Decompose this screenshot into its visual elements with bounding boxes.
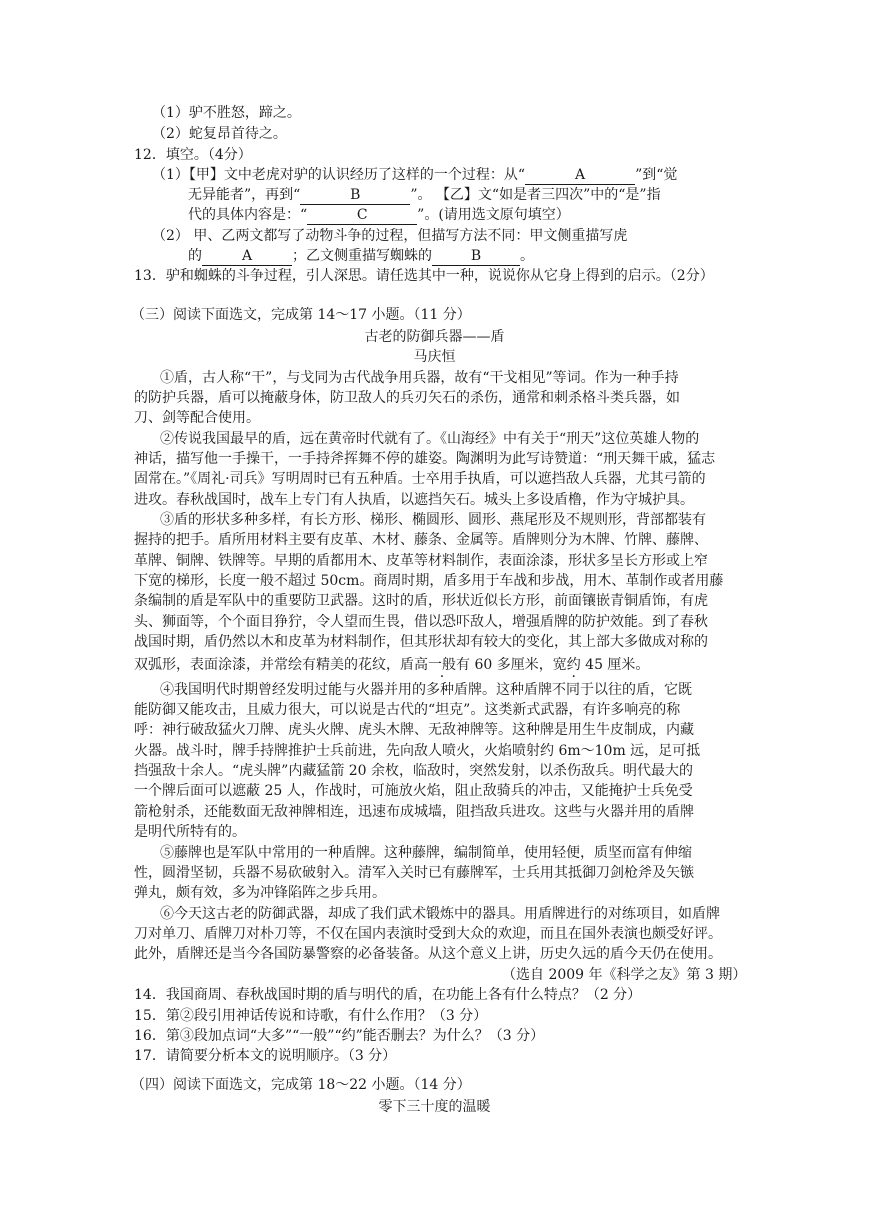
- q12-text: 的: [188, 248, 202, 264]
- question-12-part-1-line-1: [152, 165, 677, 185]
- section-4-title: 零下三十度的温暖: [378, 1099, 491, 1115]
- blank-b: B: [300, 186, 410, 205]
- question-12-title: 12．填空。（4分）: [134, 147, 252, 163]
- paragraph-4-line: 是明代所特有的。: [134, 824, 246, 840]
- blank-a: A: [525, 166, 635, 185]
- paragraph-3-line: 革牌、铜牌、铁牌等。早期的盾都用木、皮革等材料制作，表面涂漆，形状多呈长方形或上窄: [134, 553, 708, 569]
- paragraph-5-line: 性，圆滑坚韧，兵器不易砍破射入。清军入关时已有藤牌军，士兵用其抵御刀剑枪斧及矢镞: [134, 865, 694, 881]
- q12-text: 。: [520, 248, 534, 264]
- paragraph-1-line: ①盾，古人称“干”，与戈同为古代战争用兵器，故有“干戈相见”等词。作为一种手持: [160, 370, 679, 386]
- dotted-word: 一般: [428, 657, 456, 673]
- blank-b: B: [432, 247, 520, 266]
- q12-text: （1）【甲】文中老虎对驴的认识经历了这样的一个过程：从“: [152, 167, 526, 183]
- article-author: 马庆恒: [413, 349, 456, 365]
- paragraph-5-line: ⑤藤牌也是军队中常用的一种盾牌。这种藤牌，编制简单，使用轻便，质坚而富有伸缩: [160, 845, 692, 861]
- question-15: 15．第②段引用神话传说和诗歌，有什么作用？（3 分）: [134, 1008, 488, 1024]
- p3-text: 有 60 多厘米，宽: [456, 657, 567, 673]
- blank-c: C: [307, 206, 417, 225]
- paragraph-2-line: ②传说我国最早的盾，远在黄帝时代就有了。《山海经》中有关于“刑天”这位英雄人物的: [160, 431, 700, 447]
- p3-text: 45 厘米。: [580, 657, 650, 673]
- paragraph-4-line: ④我国明代时期曾经发明过能与火器并用的多种盾牌。这种盾牌不同于以往的盾，它既: [160, 682, 692, 698]
- q12-text: 代的具体内容是：“: [188, 207, 308, 223]
- paragraph-3-line: ③盾的形状多种多样，有长方形、梯形、椭圆形、圆形、燕尾形及不规则形，背部都装有: [160, 512, 706, 528]
- question-12-part-2-line-1: （2） 甲、乙两文都写了动物斗争的过程，但描写方法不同：甲文侧重描写虎: [152, 228, 628, 244]
- q12-text: ”。(请用选文原句填空）: [417, 207, 570, 223]
- q12-text: ”。 【乙】文“如是者三四次”中的“是”指: [410, 187, 661, 203]
- paragraph-3-line: 下宽的梯形，长度一般不超过 50cm。商周时期，盾多用于车战和步战，用木、革制作或者用藤: [134, 573, 724, 589]
- paragraph-6-line: ⑥今天这古老的防御武器，却成了我们武术锻炼中的器具。用盾牌进行的对练项目，如盾牌: [160, 906, 720, 922]
- question-12-part-1-line-3: [188, 205, 570, 225]
- paragraph-4-line: 挡强敌十余人。“虎头牌”内藏猛箭 20 余枚，临敌时，突然发射，以杀伤敌兵。明代最大的: [134, 763, 694, 779]
- paragraph-3-line: 战国时期，盾仍然以木和皮革为材料制作，但其形状却有较大的变化，其上部大多做成对称的: [134, 634, 708, 650]
- question-14: 14．我国商周、春秋战国时期的盾与明代的盾，在功能上各有什么特点？（2 分）: [134, 987, 642, 1003]
- q12-text: ；乙文侧重描写蜘蛛的: [292, 248, 432, 264]
- paragraph-5-line: 弹丸，颇有效，多为冲锋陷阵之步兵用。: [134, 885, 386, 901]
- paragraph-3-line: 握持的把手。盾所用材料主要有皮革、木材、藤条、金属等。盾牌则分为木牌、竹牌、藤牌、: [134, 532, 708, 548]
- section-3-header: （三）阅读下面选文，完成第 14～17 小题。（11 分）: [131, 307, 471, 323]
- paragraph-3-line: [134, 655, 649, 675]
- paragraph-4-line: 火器。战斗时，牌手持牌推护士兵前进，先向敌人喷火，火焰喷射约 6m～10m 远，足可抵: [134, 743, 701, 759]
- paragraph-2-line: 神话，描写他一手操干，一手持斧挥舞不停的雄姿。陶渊明为此写诗赞道：“刑天舞干戚，猛志: [134, 451, 716, 467]
- p3-text: 双弧形，表面涂漆，并常绘有精美的花纹，盾高: [134, 657, 428, 673]
- paragraph-6-line: 刀对单刀、盾牌刀对朴刀等，不仅在国内表演时受到大众的欢迎，而且在国外表演也颇受好评。: [134, 926, 722, 942]
- question-11-item-2: （2）蛇复昂首待之。: [152, 126, 287, 142]
- paragraph-4-line: 呼：神行破敌猛火刀牌、虎头火牌、虎头木牌、无敌神牌等。这种牌是用生牛皮制成，内藏: [134, 722, 694, 738]
- q12-text: 无异能者”，再到“: [188, 187, 301, 203]
- paragraph-6-line: 此外，盾牌还是当今各国防暴警察的必备装备。从这个意义上讲，历史久远的盾今天仍在使用。: [134, 946, 722, 962]
- question-11-item-1: （1）驴不胜怒，蹄之。: [152, 105, 301, 121]
- article-source: （选自 2009 年《科学之友》第 3 期）: [502, 967, 747, 983]
- section-4-header: （四）阅读下面选文，完成第 18～22 小题。（14 分）: [131, 1077, 471, 1093]
- article-title: 古老的防御兵器——盾: [364, 329, 505, 345]
- question-12-part-2-line-2: [188, 246, 534, 266]
- question-17: 17．请简要分析本文的说明顺序。（3 分）: [134, 1048, 397, 1064]
- paragraph-4-line: 一个牌后面可以遮蔽 25 人，作战时，可施放火焰，阻止敌骑兵的冲击，又能掩护士兵免受: [134, 783, 693, 799]
- paragraph-2-line: 固常在。”《周礼·司兵》写明周时已有五种盾。士卒用手执盾，可以遮挡敌人兵器，尤其弓箭的: [134, 471, 706, 487]
- paragraph-4-line: 箭枪射杀，还能数面无敌神牌相连，迅速布成城墙，阻挡敌兵进攻。这些与火器并用的盾牌: [134, 804, 694, 820]
- paragraph-1-line: 的防护兵器，盾可以掩蔽身体，防卫敌人的兵刃矢石的杀伤，通常和刺杀格斗类兵器，如: [134, 390, 680, 406]
- paragraph-1-line: 刀、剑等配合使用。: [134, 410, 260, 426]
- paragraph-3-line: 头、狮面等，个个面目狰狞，令人望而生畏，借以恐吓敌人，增强盾牌的防护效能。到了春秋: [134, 614, 708, 630]
- dotted-word: 约: [566, 657, 581, 673]
- paragraph-4-line: 能防御又能攻击，且威力很大，可以说是古代的“坦克”。这类新式武器，有许多响亮的称: [134, 702, 681, 718]
- blank-a: A: [202, 247, 292, 266]
- q12-text: ”到“觉: [635, 167, 678, 183]
- paragraph-2-line: 进攻。春秋战国时，战车上专门有人执盾，以遮挡矢石。城头上多设盾橹，作为守城护具。: [134, 492, 694, 508]
- question-12-part-1-line-2: [188, 185, 661, 205]
- question-13: 13．驴和蜘蛛的斗争过程，引人深思。请任选其中一种，说说你从它身上得到的启示。（2分）: [134, 268, 714, 284]
- paragraph-3-line: 条编制的盾是军队中的重要防卫武器。这时的盾，形状近似长方形，前面镶嵌青铜盾饰，有虎: [134, 593, 708, 609]
- question-16: 16．第③段加点词“大多”“一般”“约”能否删去？为什么？（3 分）: [134, 1028, 545, 1044]
